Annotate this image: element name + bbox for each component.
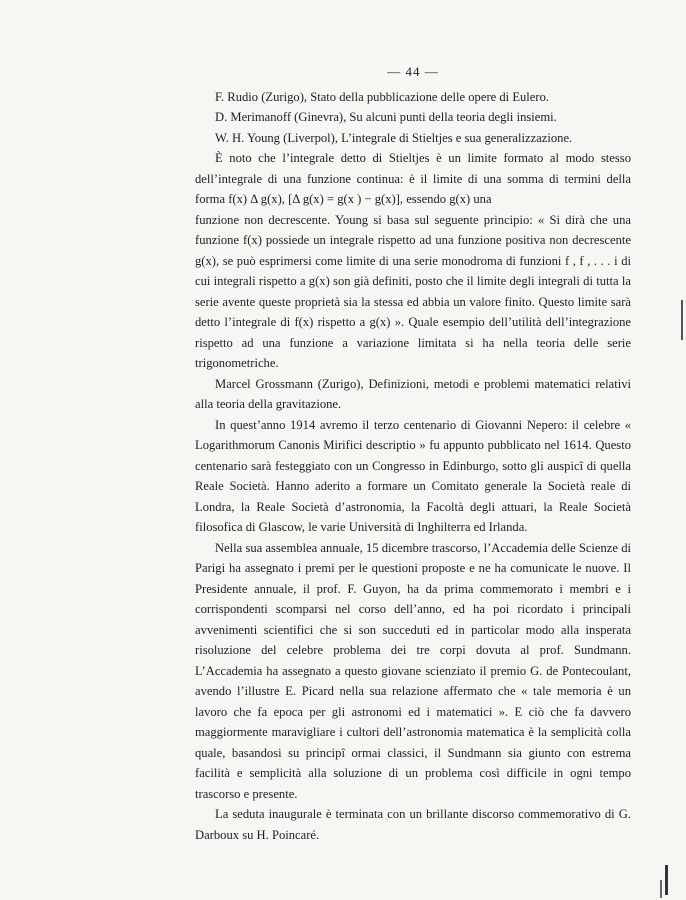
paragraph-grossmann: Marcel Grossmann (Zurigo), Definizioni, metodi e problemi matematici relativi alla teoria della gravitazione. [195, 376, 631, 411]
paragraph-accademia: Nella sua assemblea annuale, 15 dicembre trascorso, l’Accademia delle Scienze di Parigi ha assegnato i premi per le questioni proposte e ne ha comunicate le nuove. Il Presidente annuale, il prof. F. Guyon, ha da prima commemorato i membri e i corrispondenti scomparsi nel corso dell’anno, ed ha poi ricordato i principali avvenimenti scientifici che si son succeduti ed in particolar modo alla insperata risoluzione del celebre problema dei tre corpi dovuta al prof. Sundmann. L’Accademia ha assegnato a questo giovane scienziato il premio G. de Pontecoulant, avendo l’illustre E. Picard nella sua relazione affermato che « tale memoria è un lavoro che fa epoca per gli astronomi ed i matematici ». E ciò che fa davvero maggiormente maravigliare i cultori dell’astronomia matematica è la semplicità colla quale, basandosi su principî ormai classici, il Sundmann sia giunto con estrema facilità e semplicità alla soluzione di un problema così difficile in ogni tempo trascorso e presente. [195, 540, 631, 801]
paragraph-stieltjes-intro: È noto che l’integrale detto di Stieltjes è un limite formato al modo stesso dell’integrale di una funzione continua: è il limite di una somma di termini della forma f(x) Δ g(x), [Δ g(x) = g(x ) − g(x)], essendo g(x) una [195, 151, 631, 206]
paragraph-nepero: In quest’anno 1914 avremo il terzo centenario di Giovanni Nepero: il celebre « Logarithmorum Canonis Mirifici descriptio » fu appunto pubblicato nel 1614. Questo centenario sarà festeggiato con un Congresso in Edinburgo, sotto gli auspicî di quella Reale Società. Hanno aderito a formare un Comitato generale la Società reale di Londra, la Reale Società d’astronomia, la Facoltà degli attuari, la Reale Società filosofica di Glascow, le varie Università di Inghilterra ed Irlanda. [195, 417, 631, 534]
scan-edge-mark [681, 300, 683, 340]
document-page [195, 62, 631, 845]
paragraph-young-title: W. H. Young (Liverpol), L’integrale di Stieltjes e sua generalizzazione. [215, 130, 573, 145]
scan-binding-mark-secondary [660, 880, 662, 898]
paragraph-rudio: F. Rudio (Zurigo), Stato della pubblicazione delle opere di Eulero. [215, 89, 550, 104]
paragraph-young-principle: funzione non decrescente. Young si basa sul seguente principio: « Si dirà che una funzione f(x) possiede un integrale rispetto ad una funzione positiva non decrescente g(x), se può esprimersi come limite di una serie monodroma di funzioni f , f , . . . i di cui integrali rispetto a g(x) son già definiti, posto che il limite degli integrali di tutta la serie avente queste proprietà sia la stessa ed abbia un valore finito. Questo limite sarà detto l’integrale di f(x) rispetto a g(x) ». Quale esempio dell’utilità dell’integrazione rispetto ad una funzione a variazione limitata si ha nella teoria delle serie trigonometriche. [195, 212, 631, 370]
scan-binding-mark [665, 865, 668, 895]
paragraph-seduta: La seduta inaugurale è terminata con un brillante discorso commemorativo di G. Darboux su H. Poincaré. [195, 807, 631, 842]
page-number: — 44 — [387, 64, 439, 79]
paragraph-merimanoff: D. Merimanoff (Ginevra), Su alcuni punti della teoria degli insiemi. [215, 110, 557, 124]
